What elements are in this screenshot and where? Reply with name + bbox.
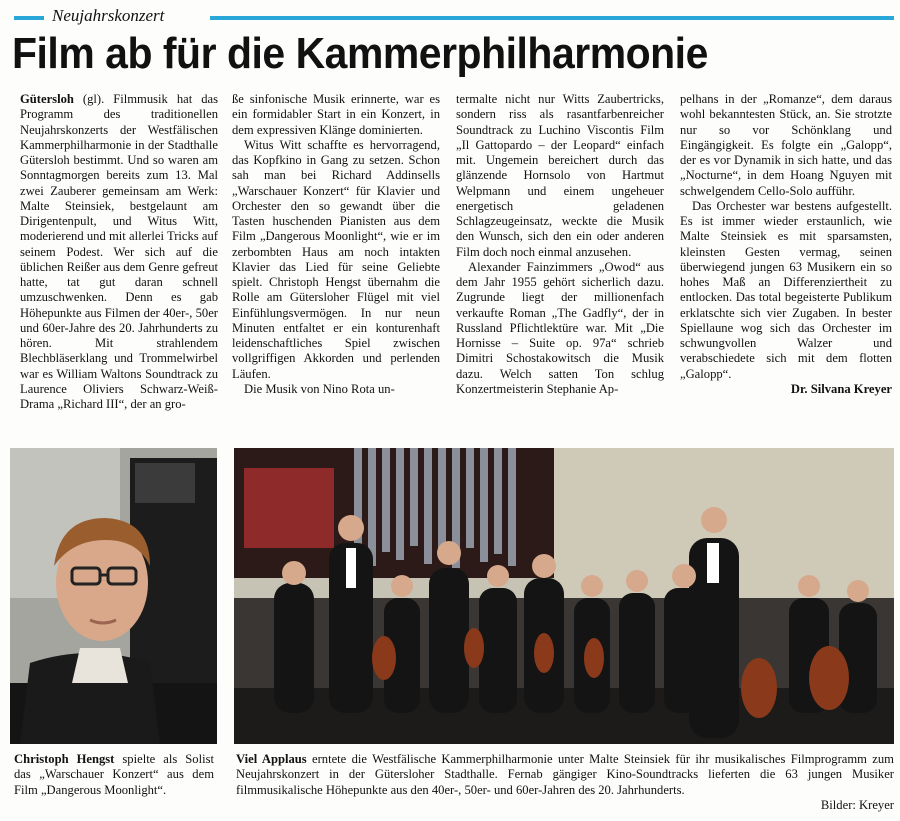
photo-orchestra [234, 448, 894, 744]
paragraph: Witus Witt schaffte es hervorragend, das Kopfkino in Gang zu setzen. Schon sah man bei Richard Addinsells „Warschauer Konzert“ für Klavier und Orchester den so gewandt über die Tasten huschenden Pianisten aus dem Film „Dangerous Moonlight“, wie er im zerbombten Haus am noch intakten Klavier das Lied für seine Geliebte spielt. Christoph Hengst übernahm die Rolle am Gütersloher Flügel mit viel Einfühlungsvermögen. In nur neun Minuten entfaltet er ein konturenhaft leidenschaftliches Spiel zwischen vollgriffigen Akkorden und perlenden Läufen. [232, 137, 440, 381]
paragraph [20, 92, 218, 412]
caption-lead: Christoph Hengst [14, 752, 115, 766]
rubric-rule-right [210, 16, 894, 20]
rubric-bar [14, 6, 894, 28]
paragraph: Das Orchester war bestens aufgestellt. Es ist immer wieder erstaunlich, wie Malte Steinsiek es mit sparsamsten, kleinsten Gesten vermag, seinen überwiegend jungen 63 Musikern ein so hohes Maß an Differenziertheit zu entlocken. Das total begeisterte Publikum erklatschte sich vier Zugaben. In bester Spiellaune wog sich das Orchester im schwungvollen Walzer und verabschiedete sich mit dem flotten „Galopp“. [680, 198, 892, 381]
paragraph: ße sinfonische Musik erinnerte, war es ein formidabler Start in ein Konzert, in dem expressiven Klänge dominierten. [232, 92, 440, 137]
paragraph: termalte nicht nur Witts Zaubertricks, sondern riss als rasantfarbenreicher Soundtrack zu Luchino Viscontis Film „Il Gattopardo – der Leopard“ einfach mit. Ungemein bereichert durch das glänzende Hornsolo von Hartmut Welpmann und einem ungeheuer energetisch geladenen Schlagzeugeinsatz, weckte die Musik den Wunsch, sich den ein oder anderen Film doch noch einmal anzusehen. [456, 92, 664, 259]
photo-pianist [10, 448, 217, 744]
paragraph: Die Musik von Nino Rota un- [244, 381, 395, 396]
rubric-rule-left [14, 16, 44, 20]
paragraph: Alexander Fainzimmers „Owod“ aus dem Jahr 1955 gehört sicherlich dazu. Zugrunde liegt der millionenfach verkaufte Roman „The Gadfly“, der in Russland Pflichtlektüre war. Mit „Die Hornisse – Suite op. 97a“ schrieb Dimitri Schostakowitsch die Musik dazu. Welch satten Ton schlug Konzertmeisterin Stephanie Ap- [456, 259, 664, 396]
article-column-4 [680, 92, 892, 397]
headline: Film ab für die Kammerphilharmonie [12, 29, 708, 78]
rubric-label: Neujahrskonzert [52, 6, 165, 25]
paragraph-text: (gl). Filmmusik hat das Programm des traditionellen Neujahrskonzerts der Westfälischen Kammerphilharmonie in der Stadthalle Gütersloh bestimmt. Und so waren am Sonntagmorgen bereits zum 13. Mal zwei Zauberer gemeinsam am Werk: Malte Steinsiek, bestgelaunt am Dirigentenpult, und Witus Witt, moderierend und mit allerlei Tricks auf seinem Podest. Wer sich auf die üblichen Reißer aus dem Genre gefreut hatte, tat gut daran schnell umzuschwenken. Denn es gab Höhepunkte aus Filmen der 40er-, 50er und 60er-Jahre des 20. Jahrhunderts zu hören. Mit strahlendem Blechbläserklang und Trommelwirbel war es William Waltons Soundtrack zu Laurence Oliviers Schwarz-Weiß-Drama „Richard III“, der an gro- [20, 92, 218, 411]
caption-text: erntete die Westfälische Kammerphilharmonie unter Malte Steinsiek für ihr musikalisches Filmprogramm zum Neujahrskonzert in der Gütersloher Stadthalle. Fernab gängiger Kino-Soundtracks lieferten die 63 jungen Musiker filmmusikalische Höhepunkte aus den 40er-, 50er- und 60er-Jahren des 20. Jahrhunderts. [236, 752, 894, 797]
caption-lead: Viel Applaus [236, 752, 307, 766]
article-column-2 [232, 92, 440, 397]
article-column-3 [456, 92, 664, 397]
orchestra-illustration [234, 448, 894, 744]
author-byline: Dr. Silvana Kreyer [790, 381, 892, 396]
photo-credit: Bilder: Kreyer [820, 797, 894, 812]
caption-orchestra [236, 752, 894, 813]
paragraph: pelhans in der „Romanze“, dem daraus wohl bekanntesten Stück, an. Sie strotzte nur so vor Schönklang und Eingängigkeit. Es folgte ein „Galopp“, der es vor Dynamik in sich hatte, und das „Nocturne“, in dem Hoang Nguyen mit schwelgendem Cello-Solo aufführ. [680, 92, 892, 198]
caption-pianist [14, 752, 214, 798]
dateline: Gütersloh [20, 92, 74, 106]
pianist-illustration [10, 448, 217, 744]
caption-text: spielte als Solist das „Warschauer Konzert“ aus dem Film „Dangerous Moonlight“. [14, 752, 214, 797]
article-column-1 [20, 92, 218, 412]
